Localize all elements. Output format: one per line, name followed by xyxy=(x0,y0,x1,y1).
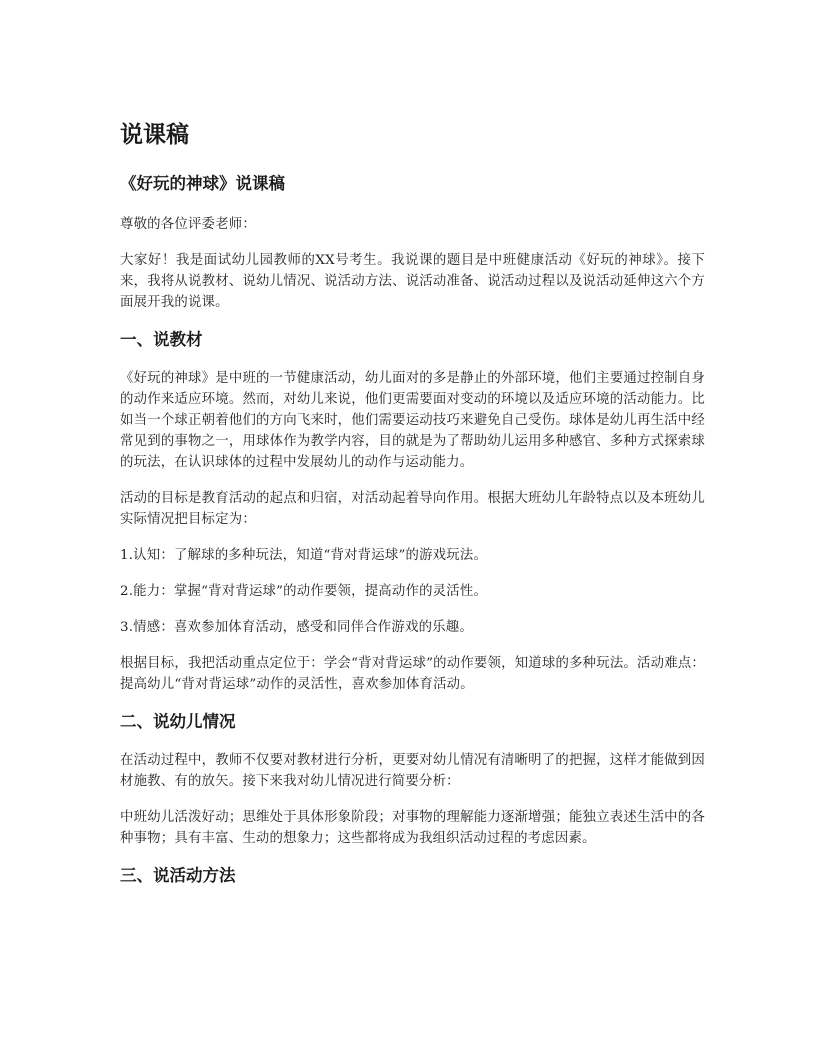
section-heading-methods: 三、说活动方法 xyxy=(120,866,236,885)
body-paragraph: 《好玩的神球》是中班的一节健康活动，幼儿面对的多是静止的外部环境，他们主要通过控制自身的动作来适应环境。然而，对幼儿来说，他们更需要面对变动的环境以及适应环境的活动能力。比如当一个球正朝着他们的方向飞来时，他们需要运动技巧来避免自己受伤。球体是幼儿再生活中经常见到的事物之一，用球体作为教学内容，目的就是为了帮助幼儿运用多种感官、多种方式探索球的玩法，在认识球体的过程中发展幼儿的动作与运动能力。 xyxy=(120,371,705,470)
goal-item-cognition: 1.认知：了解球的多种玩法，知道“背对背运球”的游戏玩法。 xyxy=(120,548,488,563)
document-page xyxy=(120,120,705,904)
body-paragraph: 中班幼儿活泼好动；思维处于具体形象阶段；对事物的理解能力逐渐增强；能独立表述生活中的各种事物；具有丰富、生动的想象力；这些都将成为我组织活动过程的考虑因素。 xyxy=(120,810,705,846)
greeting-paragraph: 尊敬的各位评委老师： xyxy=(120,217,256,232)
body-paragraph: 在活动过程中，教师不仅要对教材进行分析，更要对幼儿情况有清晰明了的把握，这样才能做到因材施教、有的放矢。接下来我对幼儿情况进行简要分析： xyxy=(120,753,705,789)
body-paragraph: 根据目标，我把活动重点定位于：学会“背对背运球”的动作要领，知道球的多种玩法。活动难点：提高幼儿“背对背运球”动作的灵活性，喜欢参加体育活动。 xyxy=(120,656,705,692)
goal-item-ability: 2.能力：掌握“背对背运球”的动作要领，提高动作的灵活性。 xyxy=(120,584,488,599)
section-heading-textbook: 一、说教材 xyxy=(120,330,203,349)
lesson-title: 《好玩的神球》说课稿 xyxy=(120,174,285,193)
section-heading-children: 二、说幼儿情况 xyxy=(120,712,236,731)
body-paragraph: 活动的目标是教育活动的起点和归宿，对活动起着导向作用。根据大班幼儿年龄特点以及本班幼儿实际情况把目标定为： xyxy=(120,491,705,527)
goal-item-emotion: 3.情感：喜欢参加体育活动，感受和同伴合作游戏的乐趣。 xyxy=(120,620,473,635)
document-title: 说课稿 xyxy=(120,122,189,148)
intro-paragraph: 大家好！我是面试幼儿园教师的XX号考生。我说课的题目是中班健康活动《好玩的神球》。接下来，我将从说教材、说幼儿情况、说活动方法、说活动准备、说活动过程以及说活动延伸这六个方面展开我的说课。 xyxy=(120,253,705,310)
